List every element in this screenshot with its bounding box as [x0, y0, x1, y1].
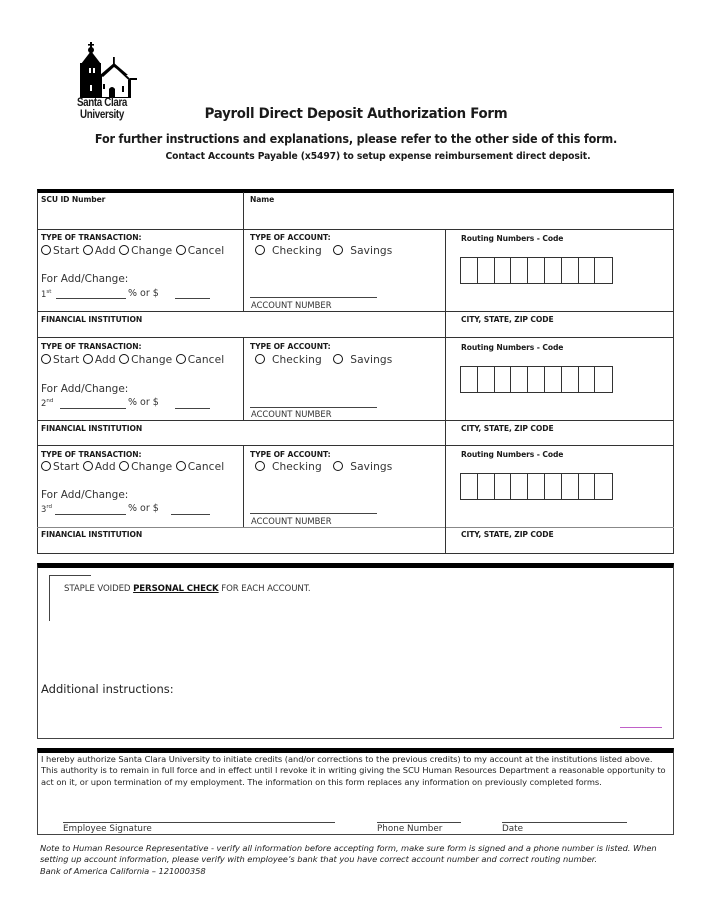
staple-instruction: STAPLE VOIDED PERSONAL CHECK FOR EACH ACCOUNT.	[64, 584, 311, 594]
routing-digit[interactable]	[595, 367, 612, 392]
routing-digit[interactable]	[562, 474, 579, 499]
routing-digit[interactable]	[545, 367, 562, 392]
transaction-type-label: TYPE OF TRANSACTION:	[41, 450, 142, 459]
financial-institution-label: FINANCIAL INSTITUTION	[41, 315, 143, 324]
percent-or-dollar-label: % or $	[128, 288, 159, 299]
routing-digit[interactable]	[511, 474, 528, 499]
city-state-zip-label: CITY, STATE, ZIP CODE	[461, 530, 554, 539]
account-number-input[interactable]	[250, 407, 377, 408]
divider	[243, 445, 244, 527]
account-number-label: ACCOUNT NUMBER	[251, 516, 332, 526]
radio-circle-icon	[119, 354, 129, 364]
routing-digit[interactable]	[528, 258, 545, 283]
account-type-options	[255, 354, 392, 366]
transaction-options	[41, 461, 224, 473]
accent-line	[620, 727, 662, 728]
transaction-options	[41, 245, 224, 257]
percent-or-dollar-label: % or $	[128, 503, 159, 514]
divider	[37, 445, 674, 446]
radio-circle-icon	[333, 461, 343, 471]
radio-circle-icon	[176, 461, 186, 471]
routing-digit[interactable]	[478, 258, 495, 283]
radio-start[interactable]: Start	[41, 245, 79, 257]
name-label: Name	[250, 195, 275, 204]
radio-add[interactable]: Add	[83, 245, 116, 257]
additional-instructions-label: Additional instructions:	[41, 682, 174, 696]
routing-numbers-label: Routing Numbers - Code	[461, 234, 564, 243]
financial-institution-label: FINANCIAL INSTITUTION	[41, 530, 143, 539]
routing-numbers-label: Routing Numbers - Code	[461, 343, 564, 352]
scu-id-input[interactable]	[38, 206, 242, 228]
divider	[37, 527, 674, 528]
amount-input[interactable]	[175, 408, 210, 409]
phone-number-label: Phone Number	[377, 824, 443, 834]
ordinal-label: 2nd	[41, 398, 54, 408]
staple-corner-icon	[49, 575, 91, 621]
routing-digit[interactable]	[545, 258, 562, 283]
employee-signature-label: Employee Signature	[63, 824, 152, 834]
logo-line-2: University	[80, 109, 124, 121]
routing-number-boxes[interactable]	[460, 257, 613, 284]
date-input[interactable]	[502, 822, 627, 823]
for-add-change-label: For Add/Change:	[41, 489, 129, 501]
radio-circle-icon	[176, 354, 186, 364]
radio-circle-icon	[255, 245, 265, 255]
divider	[37, 420, 674, 421]
account-number-label: ACCOUNT NUMBER	[251, 300, 332, 310]
routing-digit[interactable]	[478, 367, 495, 392]
radio-circle-icon	[41, 461, 51, 471]
divider	[243, 192, 244, 311]
routing-digit[interactable]	[495, 258, 512, 283]
radio-checking[interactable]: Checking	[255, 461, 322, 473]
routing-digit[interactable]	[461, 474, 478, 499]
radio-cancel[interactable]: Cancel	[176, 354, 225, 366]
account-number-input[interactable]	[250, 297, 377, 298]
amount-input[interactable]	[171, 514, 210, 515]
radio-circle-icon	[83, 354, 93, 364]
radio-savings[interactable]: Savings	[333, 245, 392, 257]
city-state-zip-label: CITY, STATE, ZIP CODE	[461, 424, 554, 433]
routing-number-boxes[interactable]	[460, 366, 613, 393]
routing-digit[interactable]	[478, 474, 495, 499]
city-state-zip-label: CITY, STATE, ZIP CODE	[461, 315, 554, 324]
radio-circle-icon	[119, 245, 129, 255]
divider	[445, 229, 446, 554]
routing-digit[interactable]	[545, 474, 562, 499]
divider	[37, 229, 674, 230]
account-number-label: ACCOUNT NUMBER	[251, 409, 332, 419]
routing-digit[interactable]	[562, 367, 579, 392]
percent-input[interactable]	[60, 408, 126, 409]
account-type-options	[255, 461, 392, 473]
radio-circle-icon	[41, 245, 51, 255]
ordinal-label: 3rd	[41, 504, 52, 514]
date-label: Date	[502, 824, 524, 834]
radio-change[interactable]: Change	[119, 354, 172, 366]
additional-instructions-input[interactable]	[40, 698, 670, 736]
radio-circle-icon	[176, 245, 186, 255]
routing-digit[interactable]	[579, 258, 596, 283]
bank-routing-reference: Bank of America California – 121000358	[40, 865, 206, 876]
routing-digit[interactable]	[579, 474, 596, 499]
routing-digit[interactable]	[528, 474, 545, 499]
routing-digit[interactable]	[528, 367, 545, 392]
routing-digit[interactable]	[495, 367, 512, 392]
routing-digit[interactable]	[461, 367, 478, 392]
radio-add[interactable]: Add	[83, 461, 116, 473]
divider	[243, 337, 244, 420]
account-type-options	[255, 245, 392, 257]
subtitle-accounts-payable: Contact Accounts Payable (x5497) to setup expense reimbursement direct deposit.	[165, 151, 591, 162]
radio-start[interactable]: Start	[41, 354, 79, 366]
routing-digit[interactable]	[461, 258, 478, 283]
routing-digit[interactable]	[579, 367, 596, 392]
radio-add[interactable]: Add	[83, 354, 116, 366]
routing-digit[interactable]	[495, 474, 512, 499]
ordinal-label: 1st	[41, 289, 52, 299]
radio-checking[interactable]: Checking	[255, 245, 322, 257]
logo-line-1: Santa Clara	[76, 97, 128, 109]
phone-number-input[interactable]	[377, 822, 461, 823]
account-type-label: TYPE OF ACCOUNT:	[250, 450, 331, 459]
radio-savings[interactable]: Savings	[333, 461, 392, 473]
authorization-text: I hereby authorize Santa Clara University to initiate credits (and/or corrections to the previous credits) to my account at the institutions listed above. This authority is to remain in full force and in effect until I revoke it in writing giving the SCU Human Resources Department a reasonable opportunity to act on it, or upon termination of my employment. The information on this form replaces any information on previously completed forms.	[41, 754, 666, 787]
account-type-label: TYPE OF ACCOUNT:	[250, 233, 331, 242]
radio-change[interactable]: Change	[119, 461, 172, 473]
transaction-type-label: TYPE OF TRANSACTION:	[41, 342, 142, 351]
percent-or-dollar-label: % or $	[128, 397, 159, 408]
name-input[interactable]	[245, 206, 673, 228]
subtitle-instructions: For further instructions and explanations, please refer to the other side of this form.	[94, 132, 618, 146]
page-title: Payroll Direct Deposit Authorization Form	[204, 106, 508, 122]
scu-id-label: SCU ID Number	[41, 195, 106, 204]
amount-input[interactable]	[175, 298, 210, 299]
radio-change[interactable]: Change	[119, 245, 172, 257]
hr-representative-note	[40, 843, 670, 877]
for-add-change-label: For Add/Change:	[41, 273, 129, 285]
routing-digit[interactable]	[562, 258, 579, 283]
radio-circle-icon	[333, 245, 343, 255]
percent-input[interactable]	[55, 514, 126, 515]
radio-circle-icon	[333, 354, 343, 364]
radio-circle-icon	[41, 354, 51, 364]
percent-input[interactable]	[56, 298, 126, 299]
divider	[37, 337, 674, 338]
radio-savings[interactable]: Savings	[333, 354, 392, 366]
hr-note-text: Note to Human Resource Representative - verify all information before accepting form, make sure form is signed and a phone number is listed. When setting up account information, please verify with employee’s bank that you have correct account number and correct routing number.	[40, 843, 657, 865]
radio-start[interactable]: Start	[41, 461, 79, 473]
divider	[37, 311, 674, 312]
radio-cancel[interactable]: Cancel	[176, 461, 225, 473]
for-add-change-label: For Add/Change:	[41, 383, 129, 395]
routing-numbers-label: Routing Numbers - Code	[461, 450, 564, 459]
employee-signature-input[interactable]	[63, 822, 335, 823]
account-type-label: TYPE OF ACCOUNT:	[250, 342, 331, 351]
radio-circle-icon	[83, 245, 93, 255]
radio-checking[interactable]: Checking	[255, 354, 322, 366]
routing-digit[interactable]	[595, 474, 612, 499]
routing-digit[interactable]	[511, 258, 528, 283]
radio-circle-icon	[119, 461, 129, 471]
transaction-options	[41, 354, 224, 366]
account-number-input[interactable]	[250, 513, 377, 514]
routing-digit[interactable]	[511, 367, 528, 392]
financial-institution-label: FINANCIAL INSTITUTION	[41, 424, 143, 433]
transaction-type-label: TYPE OF TRANSACTION:	[41, 233, 142, 242]
radio-circle-icon	[255, 461, 265, 471]
radio-cancel[interactable]: Cancel	[176, 245, 225, 257]
radio-circle-icon	[83, 461, 93, 471]
routing-digit[interactable]	[595, 258, 612, 283]
routing-number-boxes[interactable]	[460, 473, 613, 500]
radio-circle-icon	[255, 354, 265, 364]
